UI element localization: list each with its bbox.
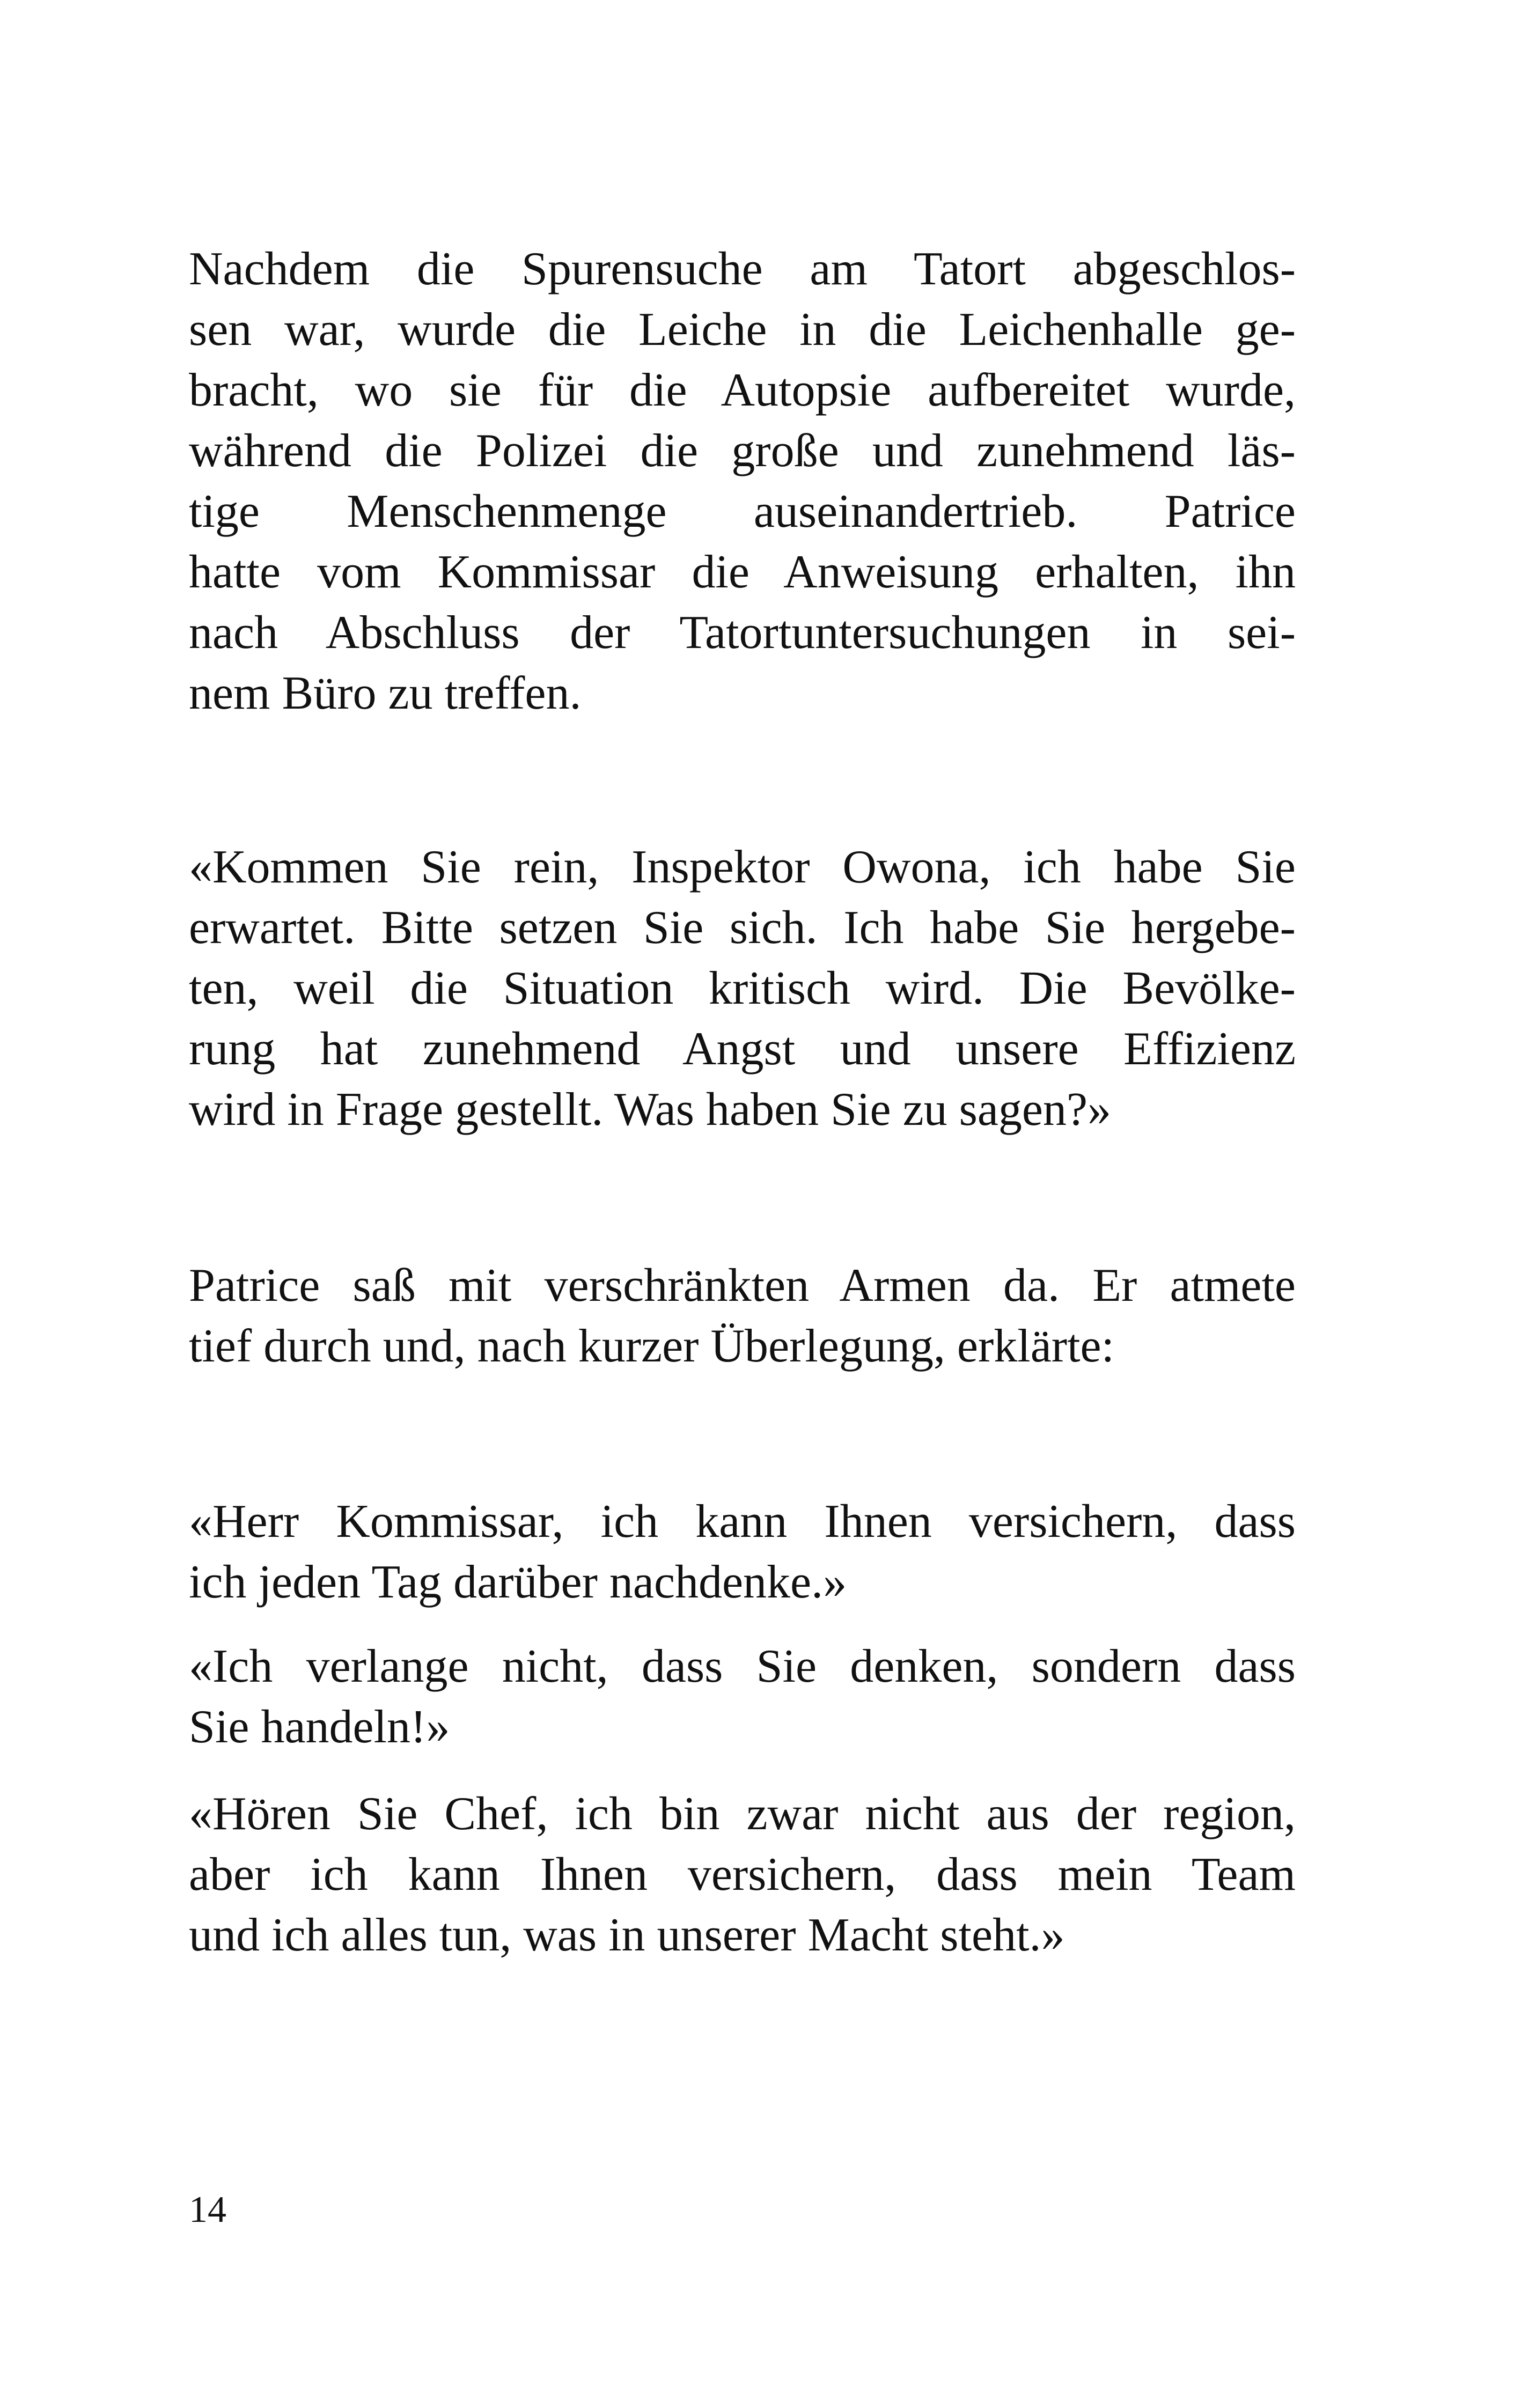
text-line: ich jeden Tag darüber nachdenke.» <box>189 1556 847 1608</box>
text-line: «Kommen Sie rein, Inspektor Owona, ich habe Sie <box>189 841 1296 893</box>
text-line: während die Polizei die große und zunehmend läs- <box>189 425 1296 477</box>
text-line: hatte vom Kommissar die Anweisung erhalten, ihn <box>189 546 1296 598</box>
page-number: 14 <box>189 2189 226 2230</box>
paragraph-1 <box>189 239 1296 724</box>
paragraph-2 <box>189 837 1296 1140</box>
paragraph-4 <box>189 1491 1296 1612</box>
text-line: nach Abschluss der Tatortuntersuchungen in sei- <box>189 607 1296 659</box>
paragraph-6 <box>189 1784 1296 1965</box>
text-line: Sie handeln!» <box>189 1701 450 1753</box>
paragraph-3 <box>189 1255 1296 1376</box>
text-line: aber ich kann Ihnen versichern, dass mein Team <box>189 1849 1296 1901</box>
text-line: erwartet. Bitte setzen Sie sich. Ich habe Sie hergebe- <box>189 902 1296 954</box>
text-line: tief durch und, nach kurzer Überlegung, erklärte: <box>189 1320 1115 1372</box>
text-line: bracht, wo sie für die Autopsie aufbereitet wurde, <box>189 364 1296 416</box>
paragraph-5 <box>189 1636 1296 1757</box>
text-line: nem Büro zu treffen. <box>189 667 582 719</box>
text-line: Nachdem die Spurensuche am Tatort abgeschlos- <box>189 243 1296 295</box>
text-line: «Ich verlange nicht, dass Sie denken, sondern dass <box>189 1640 1296 1692</box>
text-line: und ich alles tun, was in unserer Macht steht.» <box>189 1909 1065 1961</box>
text-line: wird in Frage gestellt. Was haben Sie zu sagen?» <box>189 1084 1112 1136</box>
text-line: sen war, wurde die Leiche in die Leichenhalle ge- <box>189 304 1296 356</box>
text-line: Patrice saß mit verschränkten Armen da. Er atmete <box>189 1260 1296 1312</box>
text-line: tige Menschenmenge auseinandertrieb. Patrice <box>189 485 1296 537</box>
text-line: «Hören Sie Chef, ich bin zwar nicht aus der region, <box>189 1788 1296 1840</box>
text-line: ten, weil die Situation kritisch wird. Die Bevölke- <box>189 962 1296 1014</box>
text-line: rung hat zunehmend Angst und unsere Effizienz <box>189 1023 1296 1075</box>
text-line: «Herr Kommissar, ich kann Ihnen versichern, dass <box>189 1496 1296 1548</box>
